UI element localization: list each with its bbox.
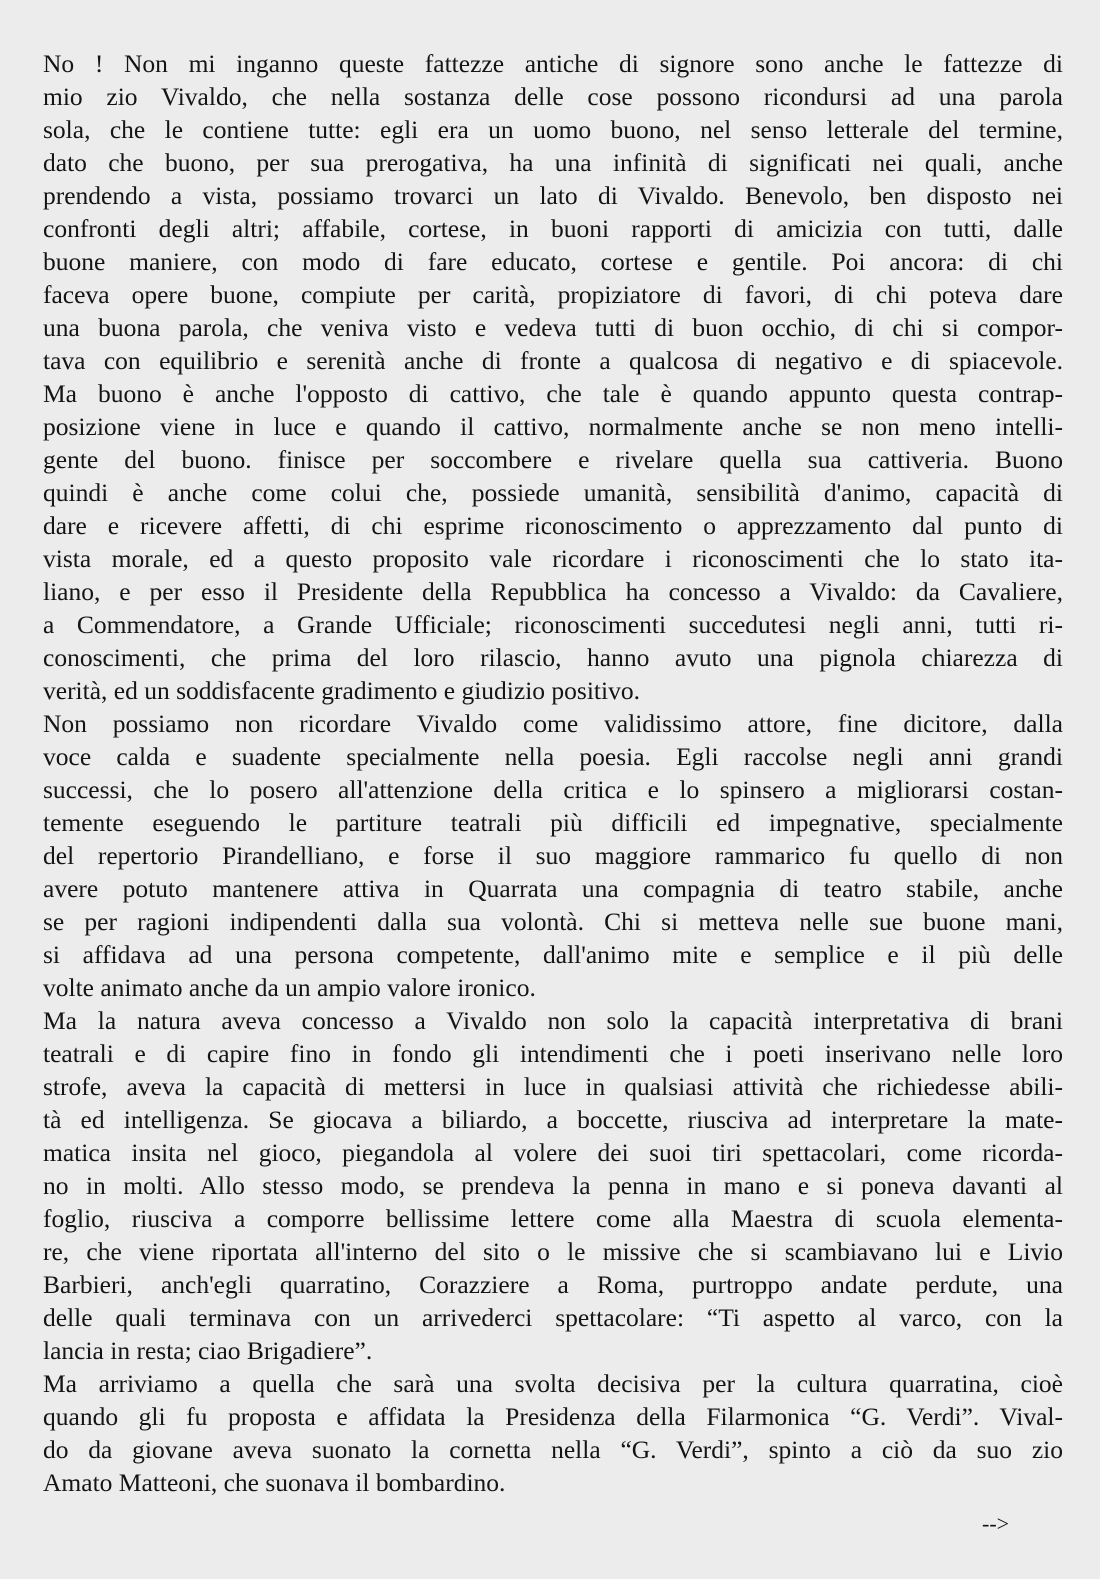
text-line: Non possiamo non ricordare Vivaldo come validissimo attore, fine dicitore, dalla	[43, 709, 1063, 738]
text-line: verità, ed un soddisfacente gradimento e giudizio positivo.	[43, 676, 640, 705]
text-line: volte animato anche da un ampio valore ironico.	[43, 973, 536, 1002]
text-line: faceva opere buone, compiute per carità, propiziatore di favori, di chi poteva dare	[43, 280, 1063, 309]
text-line: vista morale, ed a questo proposito vale ricordare i riconoscimenti che lo stato ita-	[43, 544, 1063, 573]
text-line: Barbieri, anch'egli quarratino, Corazziere a Roma, purtroppo andate perdute, una	[43, 1270, 1063, 1299]
text-line: Ma arriviamo a quella che sarà una svolta decisiva per la cultura quarratina, cioè	[43, 1369, 1063, 1398]
paragraph	[43, 47, 1063, 707]
text-line: se per ragioni indipendenti dalla sua volontà. Chi si metteva nelle sue buone mani,	[43, 907, 1063, 936]
text-line: Ma buono è anche l'opposto di cattivo, che tale è quando appunto questa contrap-	[43, 379, 1063, 408]
text-line: matica insita nel gioco, piegandola al volere dei suoi tiri spettacolari, come ricorda-	[43, 1138, 1063, 1167]
text-line: quindi è anche come colui che, possiede umanità, sensibilità d'animo, capacità di	[43, 478, 1063, 507]
paragraph	[43, 1367, 1063, 1499]
text-line: temente eseguendo le partiture teatrali più difficili ed impegnative, specialmente	[43, 808, 1063, 837]
text-line: quando gli fu proposta e affidata la Presidenza della Filarmonica “G. Verdi”. Vival-	[43, 1402, 1063, 1431]
text-line: mio zio Vivaldo, che nella sostanza delle cose possono ricondursi ad una parola	[43, 82, 1063, 111]
text-line: teatrali e di capire fino in fondo gli intendimenti che i poeti inserivano nelle loro	[43, 1039, 1063, 1068]
text-line: si affidava ad una persona competente, dall'animo mite e semplice e il più delle	[43, 940, 1063, 969]
text-line: liano, e per esso il Presidente della Repubblica ha concesso a Vivaldo: da Cavaliere,	[43, 577, 1063, 606]
text-line: dato che buono, per sua prerogativa, ha una infinità di significati nei quali, anche	[43, 148, 1063, 177]
text-line: del repertorio Pirandelliano, e forse il suo maggiore rammarico fu quello di non	[43, 841, 1063, 870]
text-line: do da giovane aveva suonato la cornetta nella “G. Verdi”, spinto a ciò da suo zio	[43, 1435, 1063, 1464]
text-line: sola, che le contiene tutte: egli era un uomo buono, nel senso letterale del termine,	[43, 115, 1063, 144]
text-line: foglio, riusciva a comporre bellissime lettere come alla Maestra di scuola elementa-	[43, 1204, 1063, 1233]
text-line: lancia in resta; ciao Brigadiere”.	[43, 1336, 373, 1365]
text-line: gente del buono. finisce per soccombere e rivelare quella sua cattiveria. Buono	[43, 445, 1063, 474]
text-line: no in molti. Allo stesso modo, se prendeva la penna in mano e si poneva davanti al	[43, 1171, 1063, 1200]
text-line: conoscimenti, che prima del loro rilascio, hanno avuto una pignola chiarezza di	[43, 643, 1063, 672]
text-line: una buona parola, che veniva visto e vedeva tutti di buon occhio, di chi si compor-	[43, 313, 1063, 342]
text-line: prendendo a vista, possiamo trovarci un lato di Vivaldo. Benevolo, ben disposto nei	[43, 181, 1063, 210]
text-line: buone maniere, con modo di fare educato, cortese e gentile. Poi ancora: di chi	[43, 247, 1063, 276]
text-line: tà ed intelligenza. Se giocava a biliardo, a boccette, riusciva ad interpretare la mate-	[43, 1105, 1063, 1134]
text-line: dare e ricevere affetti, di chi esprime riconoscimento o apprezzamento dal punto di	[43, 511, 1063, 540]
text-line: Ma la natura aveva concesso a Vivaldo non solo la capacità interpretativa di brani	[43, 1006, 1063, 1035]
text-line: avere potuto mantenere attiva in Quarrata una compagnia di teatro stabile, anche	[43, 874, 1063, 903]
text-line: posizione viene in luce e quando il cattivo, normalmente anche se non meno intelli-	[43, 412, 1063, 441]
text-line: confronti degli altri; affabile, cortese, in buoni rapporti di amicizia con tutti, dalle	[43, 214, 1063, 243]
text-line: strofe, aveva la capacità di mettersi in luce in qualsiasi attività che richiedesse abili-	[43, 1072, 1063, 1101]
text-line: No ! Non mi inganno queste fattezze antiche di signore sono anche le fattezze di	[43, 49, 1063, 78]
text-line: successi, che lo posero all'attenzione della critica e lo spinsero a migliorarsi costan-	[43, 775, 1063, 804]
text-line: voce calda e suadente specialmente nella poesia. Egli raccolse negli anni grandi	[43, 742, 1063, 771]
text-line: delle quali terminava con un arrivederci spettacolare: “Ti aspetto al varco, con la	[43, 1303, 1063, 1332]
text-line: a Commendatore, a Grande Ufficiale; riconoscimenti succedutesi negli anni, tutti ri-	[43, 610, 1063, 639]
article-body	[43, 47, 1063, 1499]
next-page-link[interactable]: -->	[982, 1511, 1010, 1536]
text-line: Amato Matteoni, che suonava il bombardino.	[43, 1468, 506, 1497]
paragraph	[43, 707, 1063, 1004]
text-line: tava con equilibrio e serenità anche di fronte a qualcosa di negativo e di spiacevole.	[43, 346, 1063, 375]
paragraph	[43, 1004, 1063, 1367]
text-line: re, che viene riportata all'interno del sito o le missive che si scambiavano lui e Livio	[43, 1237, 1063, 1266]
